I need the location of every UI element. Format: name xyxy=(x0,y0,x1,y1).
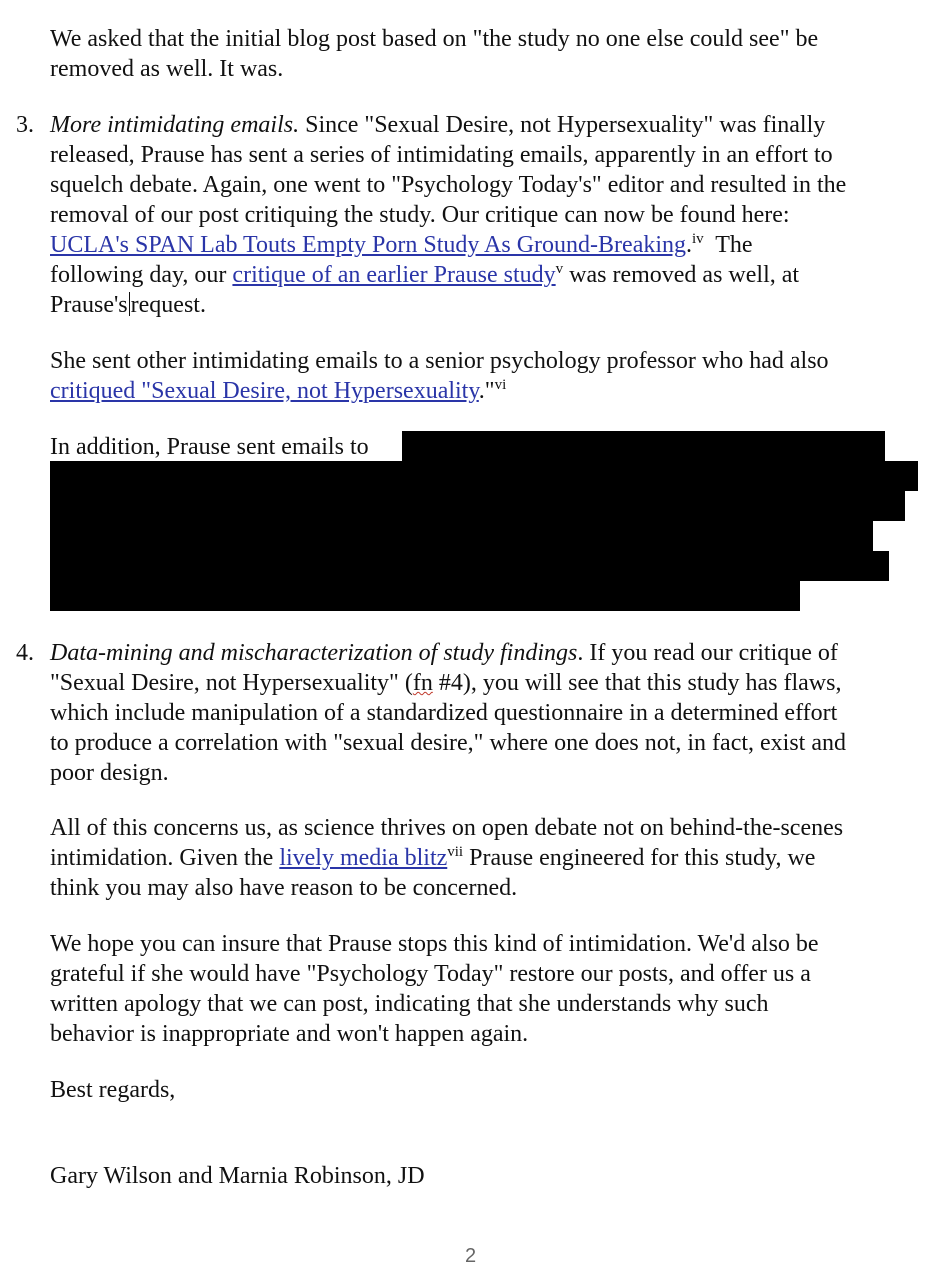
redaction-block-5 xyxy=(50,551,889,581)
redaction-block-4 xyxy=(50,521,873,551)
link-critiqued-study[interactable]: critiqued "Sexual Desire, not Hypersexuality xyxy=(50,378,479,404)
item4-line-2: "Sexual Desire, not Hypersexuality" (fn #4), you will see that this study has flaws, xyxy=(50,670,842,696)
other-emails-line-1: She sent other intimidating emails to a senior psychology professor who had also xyxy=(50,348,829,374)
in-addition-line: In addition, Prause sent emails to xyxy=(50,434,369,460)
hope-line-4: behavior is inappropriate and won't happen again. xyxy=(50,1021,529,1047)
intro-line-2: removed as well. It was. xyxy=(50,56,284,82)
list-number-4: 4. xyxy=(16,640,34,666)
concerns-line-3: think you may also have reason to be concerned. xyxy=(50,875,518,901)
item3-heading: More intimidating emails. xyxy=(50,112,300,138)
hope-line-1: We hope you can insure that Prause stops this kind of intimidation. We'd also be xyxy=(50,931,819,957)
redaction-block-6 xyxy=(50,581,800,611)
other-emails-line-2: critiqued "Sexual Desire, not Hypersexuality."$^{vi}$ xyxy=(50,377,507,404)
footnote-iv: iv xyxy=(692,231,704,247)
redaction-block-2 xyxy=(50,461,918,491)
item3-line-3: squelch debate. Again, one went to "Psychology Today's" editor and resulted in the xyxy=(50,172,847,198)
item3-line-1 xyxy=(50,110,825,140)
list-number-3: 3. xyxy=(16,112,34,138)
item3-line-7: Prause's request. xyxy=(50,292,206,318)
item3-line-5: UCLA's SPAN Lab Touts Empty Porn Study As Ground-Breaking.$^{iv}$ The xyxy=(50,231,753,258)
concerns-line-2: intimidation. Given the lively media blitz$^{vii}$ Prause engineered for this study, we xyxy=(50,844,816,871)
link-ucla-span-lab[interactable]: UCLA's SPAN Lab Touts Empty Porn Study As Ground-Breaking xyxy=(50,232,687,258)
item3-line-1-text: Since "Sexual Desire, not Hypersexuality" was finally xyxy=(299,112,826,138)
item3-line-4: removal of our post critiquing the study. Our critique can now be found here: xyxy=(50,202,790,228)
item4-heading: Data-mining and mischaracterization of study findings xyxy=(50,640,578,666)
page-number: 2 xyxy=(464,1245,477,1267)
link-media-blitz[interactable]: lively media blitz xyxy=(279,845,448,871)
intro-line-1: We asked that the initial blog post based on "the study no one else could see" be xyxy=(50,26,819,52)
hope-line-3: written apology that we can post, indicating that she understands why such xyxy=(50,991,769,1017)
item4-line-4: to produce a correlation with "sexual desire," where one does not, in fact, exist and xyxy=(50,730,846,756)
item3-line-2: released, Prause has sent a series of intimidating emails, apparently in an effort to xyxy=(50,142,833,168)
item4-line-3: which include manipulation of a standardized questionnaire in a determined effort xyxy=(50,700,838,726)
link-earlier-critique[interactable]: critique of an earlier Prause study xyxy=(232,262,556,288)
redaction-block-3 xyxy=(50,491,905,521)
closing-regards: Best regards, xyxy=(50,1077,176,1103)
item4-line-5: poor design. xyxy=(50,760,169,786)
hope-line-2: grateful if she would have "Psychology Today" restore our posts, and offer us a xyxy=(50,961,811,987)
spellcheck-fn: fn xyxy=(412,670,433,696)
concerns-line-1: All of this concerns us, as science thrives on open debate not on behind-the-scenes xyxy=(50,815,844,841)
footnote-v: v xyxy=(555,261,564,277)
item3-line-6: following day, our critique of an earlier Prause study$^v$ was removed as well, at xyxy=(50,261,800,288)
footnote-vii: vii xyxy=(447,844,464,860)
signature: Gary Wilson and Marnia Robinson, JD xyxy=(50,1163,425,1189)
footnote-vi: vi xyxy=(494,377,507,393)
redaction-block-1 xyxy=(402,431,885,461)
item4-line-1: Data-mining and mischaracterization of study findings. If you read our critique of xyxy=(50,640,838,666)
text-cursor xyxy=(129,292,130,316)
